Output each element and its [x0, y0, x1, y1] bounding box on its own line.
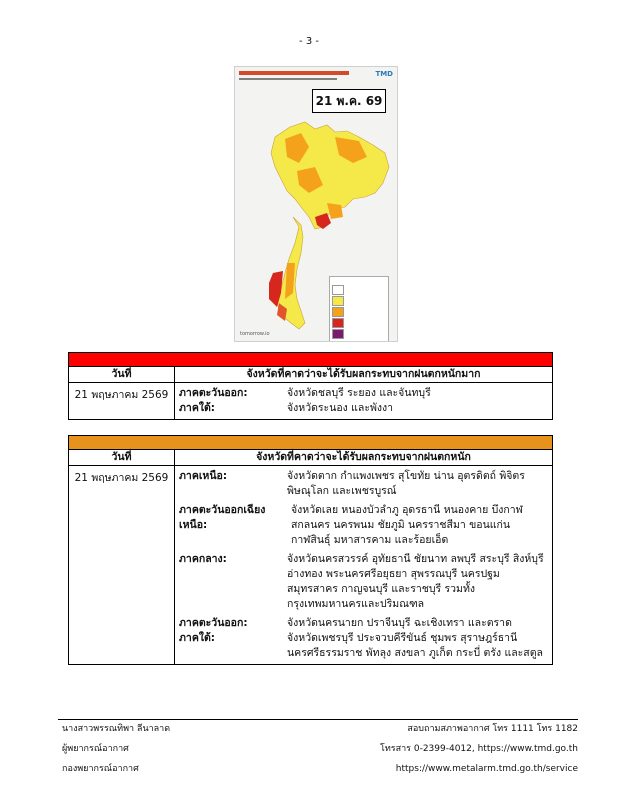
header-title: จังหวัดที่คาดว่าจะได้รับผลกระทบจากฝนตกหนัก: [175, 450, 553, 466]
footer-signature: [62, 724, 170, 784]
region-provinces: จังหวัดเลย หนองบัวลำภู อุดรธานี หนองคาย บึงกาฬ สกลนคร นครพนม ชัยภูมิ นครราชสีมา ขอนแก่น กาฬสินธุ์ มหาสารคาม และร้อยเอ็ด: [291, 504, 523, 546]
header-date: วันที่: [69, 367, 175, 383]
table-row: [69, 466, 553, 665]
brand-label: tomorrow.io: [240, 331, 270, 337]
region-provinces: จังหวัดชลบุรี ระยอง และจันทบุรี: [287, 387, 431, 399]
footer-contact: [380, 724, 578, 784]
footer-divider: [58, 719, 578, 720]
forecaster-name: นางสาวพรรณทิพา ลีนาลาด: [62, 724, 171, 734]
regions-cell: [175, 466, 553, 665]
region-entry: [179, 503, 548, 548]
legend-row: [332, 296, 386, 306]
region-provinces: จังหวัดนครนายก ปราจีนบุรี ฉะเชิงเทรา และตราด: [287, 617, 512, 629]
legend-row: [332, 307, 386, 317]
date-cell: 21 พฤษภาคม 2569: [69, 383, 175, 420]
page-number: - 3 -: [299, 36, 319, 47]
legend-title-bar: [332, 279, 386, 284]
header-title: จังหวัดที่คาดว่าจะได้รับผลกระทบจากฝนตกหนักมาก: [175, 367, 553, 383]
map-legend: [329, 276, 389, 342]
region-entry: [179, 616, 548, 631]
region-name: ภาคตะวันออก:: [179, 617, 248, 629]
legend-row: [332, 285, 386, 295]
table-color-band: [69, 353, 553, 367]
legend-swatch: [332, 296, 344, 306]
region-name: ภาคตะวันออก:: [179, 387, 248, 399]
region-provinces: จังหวัดตาก กำแพงเพชร สุโขทัย น่าน อุตรดิตถ์ พิจิตร พิษณุโลก และเพชรบูรณ์: [287, 470, 525, 497]
date-cell: 21 พฤษภาคม 2569: [69, 466, 175, 665]
contact-phone: สอบถามสภาพอากาศ โทร 1111 โทร 1182: [407, 724, 578, 734]
region-entry: [179, 552, 548, 612]
legend-swatch: [332, 329, 344, 339]
region-name: ภาคกลาง:: [179, 553, 227, 565]
legend-row: [332, 318, 386, 328]
legend-row: [332, 329, 386, 339]
table-row: [69, 383, 553, 420]
region-entry: [179, 386, 548, 401]
region-entry: [179, 631, 548, 661]
table-header-row: [69, 450, 553, 466]
very-heavy-rain-table: [68, 352, 553, 420]
map-date-label: 21 พ.ค. 69: [312, 89, 386, 113]
region-name: ภาคใต้:: [179, 632, 215, 644]
contact-fax-website: โทรสาร 0-2399-4012, https://www.tmd.go.th: [380, 744, 578, 754]
region-provinces: จังหวัดเพชรบุรี ประจวบคีรีขันธ์ ชุมพร สุราษฎร์ธานี นครศรีธรรมราช พัทลุง สงขลา ภูเก็ต กระบี่ ตรัง และสตูล: [287, 632, 543, 659]
legend-swatch: [332, 318, 344, 328]
regions-cell: [175, 383, 553, 420]
table-color-band: [69, 436, 553, 450]
region-provinces: จังหวัดระนอง และพังงา: [287, 402, 394, 414]
region-entry: [179, 401, 548, 416]
region-entry: [179, 469, 548, 499]
region-name: ภาคตะวันออกเฉียงเหนือ:: [179, 504, 266, 531]
forecaster-role: ผู้พยากรณ์อากาศ: [62, 744, 129, 754]
forecaster-division: กองพยากรณ์อากาศ: [62, 764, 139, 774]
heavy-rain-table: [68, 435, 553, 665]
heavy-rain-area-east: [327, 203, 343, 219]
contact-service-link[interactable]: https://www.metalarm.tmd.go.th/service: [395, 764, 578, 774]
header-date: วันที่: [69, 450, 175, 466]
tmd-logo: TMD: [375, 70, 393, 78]
table-header-row: [69, 367, 553, 383]
legend-swatch: [332, 307, 344, 317]
region-provinces: จังหวัดนครสวรรค์ อุทัยธานี ชัยนาท ลพบุรี สระบุรี สิงห์บุรี อ่างทอง พระนครศรีอยุธยา สุพรรณบุรี นครปฐม สมุทรสาคร กาญจนบุรี และราชบุรี รวมทั้งกรุงเทพมหานครและปริมณฑล: [287, 553, 544, 610]
legend-swatch: [332, 285, 344, 295]
region-name: ภาคใต้:: [179, 402, 215, 414]
region-name: ภาคเหนือ:: [179, 470, 228, 482]
